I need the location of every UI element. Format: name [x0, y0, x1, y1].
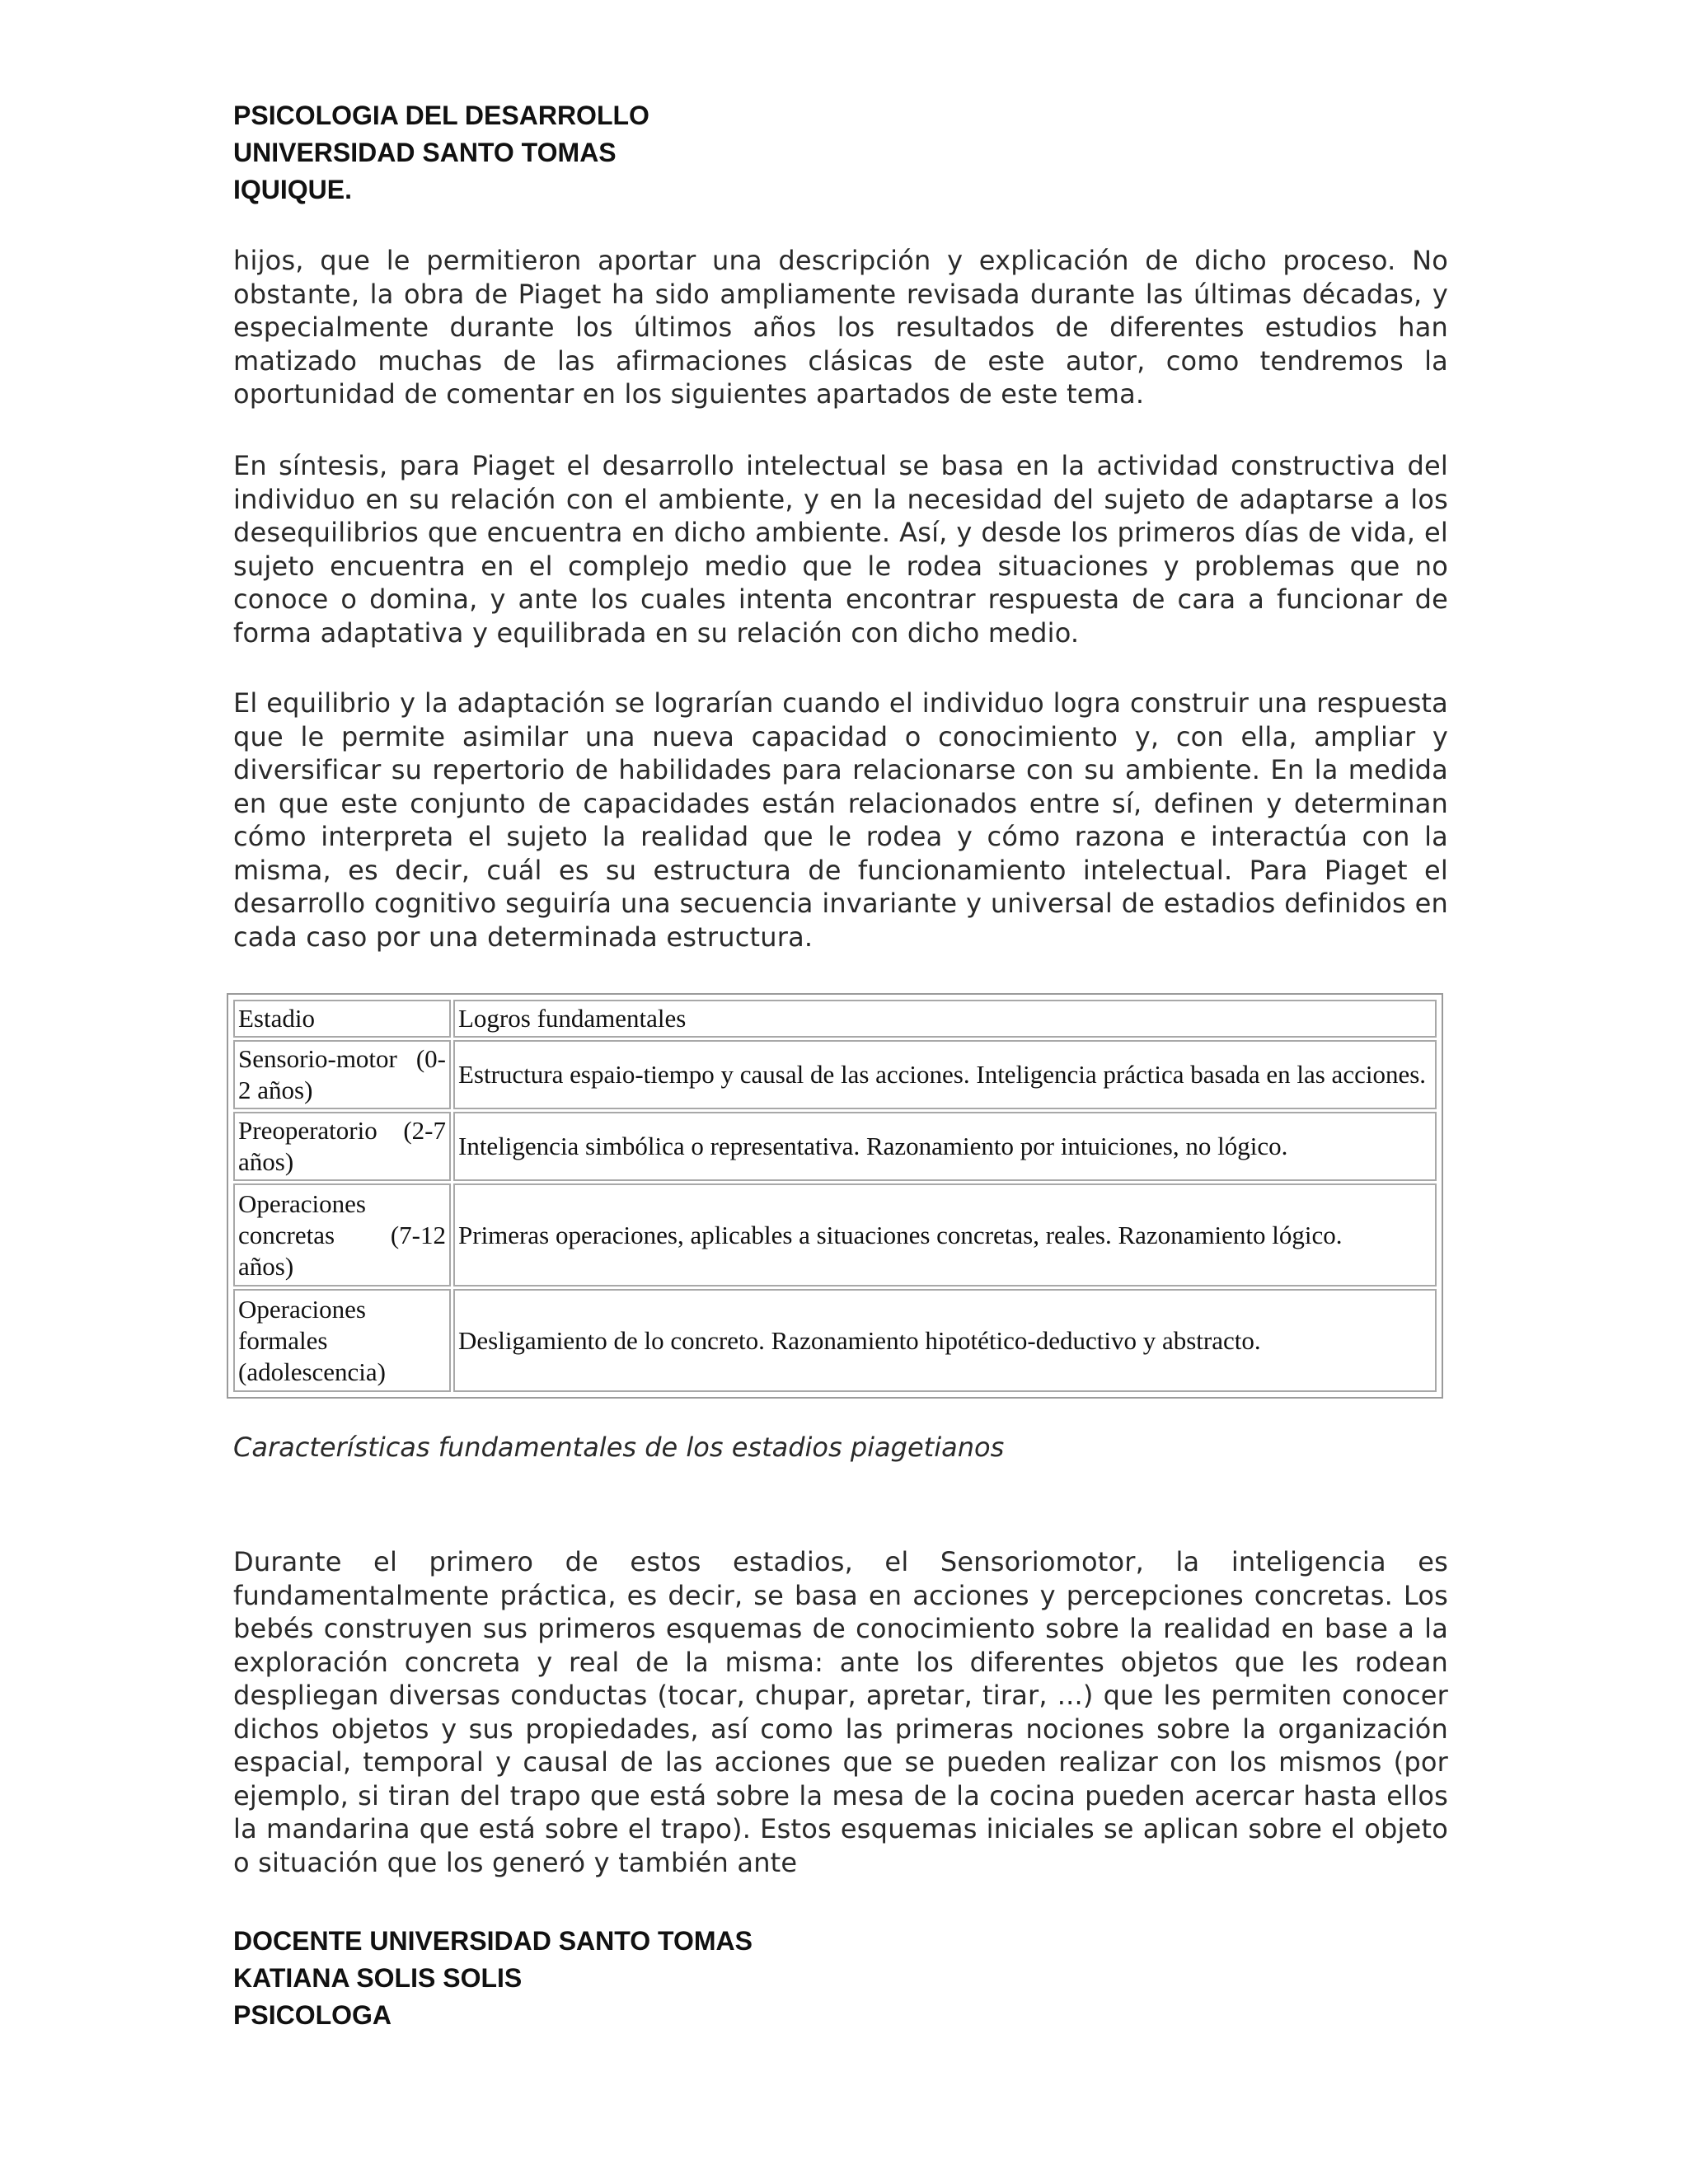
table-header-stage: Estadio — [233, 1000, 451, 1038]
body-paragraph-4: Durante el primero de estos estadios, el Sensoriomotor, la inteligencia es fundamentalmente práctica, es decir, se basa en acciones y percepciones concretas. Los bebés construyen sus primeros esquemas de conocimiento sobre la realidad en base a la exploración concreta y real de la misma: ante los diferentes objetos que les rodean despliegan diversas conductas (tocar, chupar, apretar, tirar, ...) que les permiten conocer dichos objetos y sus propiedades, así como las primeras nociones sobre la organización espacial, temporal y causal de las acciones que se pueden realizar con los mismos (por ejemplo, si tiran del trapo que está sobre la mesa de la cocina pueden acercar hasta ellos la mandarina que está sobre el trapo). Estos esquemas iniciales se aplican sobre el objeto o situación que los generó y también ante — [233, 1546, 1448, 1878]
table-cell-stage: Preoperatorio (2-7 años) — [233, 1112, 451, 1181]
table-cell-achievement: Inteligencia simbólica o representativa. Razonamiento por intuiciones, no lógico. — [453, 1112, 1437, 1181]
footer-profession: PSICOLOGA — [233, 2000, 392, 2030]
table-cell-stage: Operaciones formales (adolescencia) — [233, 1289, 451, 1392]
body-paragraph-2: En síntesis, para Piaget el desarrollo intelectual se basa en la actividad constructiva del individuo en su relación con el ambiente, y en la necesidad del sujeto de adaptarse a los desequilibrios que encuentra en dicho ambiente. Así, y desde los primeros días de vida, el sujeto encuentra en el complejo medio que le rodea situaciones y problemas que no conoce o domina, y ante los cuales intenta encontrar respuesta de cara a funcionar de forma adaptativa y equilibrada en su relación con dicho medio. — [233, 450, 1448, 649]
table-row — [233, 1040, 1437, 1109]
header-city: IQUIQUE. — [233, 175, 353, 204]
document-footer — [233, 1923, 753, 2034]
table-cell-stage: Sensorio-motor (0-2 años) — [233, 1040, 451, 1109]
table-row — [233, 1289, 1437, 1392]
table-caption: Características fundamentales de los estadios piagetianos — [233, 1432, 1005, 1463]
header-university: UNIVERSIDAD SANTO TOMAS — [233, 138, 617, 167]
table-row — [233, 1112, 1437, 1181]
table-row — [233, 1183, 1437, 1286]
header-course-title: PSICOLOGIA DEL DESARROLLO — [233, 101, 649, 130]
table-cell-achievement: Estructura espaio-tiempo y causal de las acciones. Inteligencia práctica basada en las acciones. — [453, 1040, 1437, 1109]
footer-role: DOCENTE UNIVERSIDAD SANTO TOMAS — [233, 1926, 753, 1956]
stages-table-frame — [227, 993, 1443, 1399]
table-cell-achievement: Desligamiento de lo concreto. Razonamiento hipotético-deductivo y abstracto. — [453, 1289, 1437, 1392]
stages-table — [231, 997, 1439, 1394]
table-cell-stage: Operaciones concretas (7-12 años) — [233, 1183, 451, 1286]
table-header-achievements: Logros fundamentales — [453, 1000, 1437, 1038]
document-header — [233, 97, 649, 209]
table-cell-achievement: Primeras operaciones, aplicables a situaciones concretas, reales. Razonamiento lógico. — [453, 1183, 1437, 1286]
footer-author-name: KATIANA SOLIS SOLIS — [233, 1963, 523, 1993]
table-header-row — [233, 1000, 1437, 1038]
body-paragraph-1: hijos, que le permitieron aportar una descripción y explicación de dicho proceso. No obstante, la obra de Piaget ha sido ampliamente revisada durante las últimas décadas, y especialmente durante los últimos años los resultados de diferentes estudios han matizado muchas de las afirmaciones clásicas de este autor, como tendremos la oportunidad de comentar en los siguientes apartados de este tema. — [233, 245, 1448, 410]
body-paragraph-3: El equilibrio y la adaptación se lograrían cuando el individuo logra construir una respuesta que le permite asimilar una nueva capacidad o conocimiento y, con ella, ampliar y diversificar su repertorio de habilidades para relacionarse con su ambiente. En la medida en que este conjunto de capacidades están relacionados entre sí, definen y determinan cómo interpreta el sujeto la realidad que le rodea y cómo razona e interactúa con la misma, es decir, cuál es su estructura de funcionamiento intelectual. Para Piaget el desarrollo cognitivo seguiría una secuencia invariante y universal de estadios definidos en cada caso por una determinada estructura. — [233, 687, 1448, 953]
